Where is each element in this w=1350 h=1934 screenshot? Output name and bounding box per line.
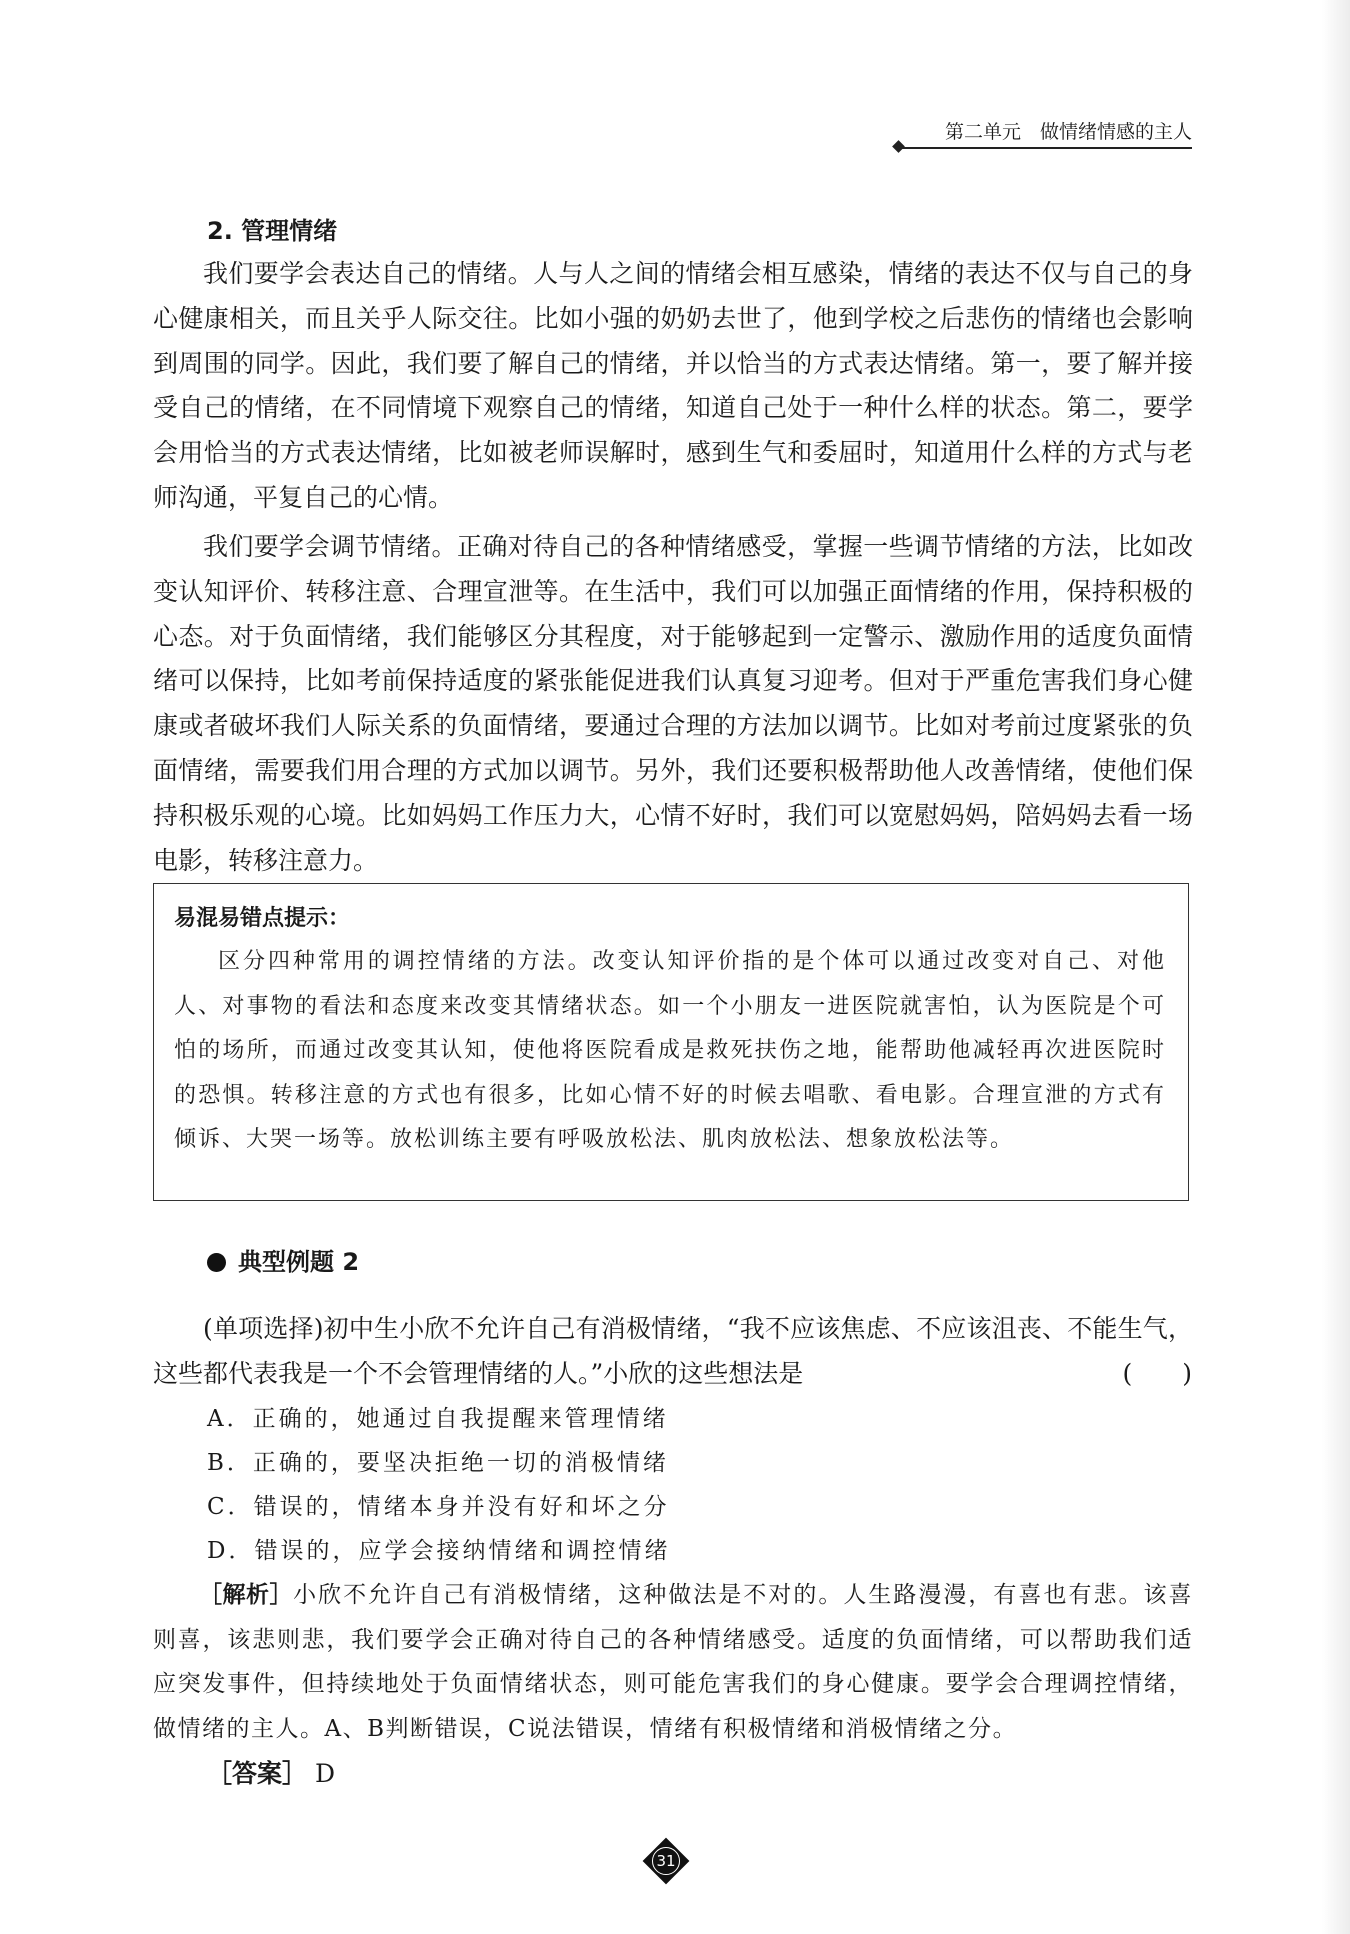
answer <box>207 1752 335 1796</box>
analysis-label: ［解析］ <box>199 1582 294 1608</box>
unit-header: 第二单元 做情绪情感的主人 <box>944 121 1192 143</box>
question-text: (单项选择)初中生小欣不允许自己有消极情绪，“我不应该焦虑、不应该沮丧、不能生气，这些都代表我是一个不会管理情绪的人。”小欣的这些想法是 <box>153 1314 1193 1388</box>
section-title: 2. 管理情绪 <box>207 217 338 245</box>
answer-label: ［答案］ <box>207 1759 308 1788</box>
option-d: D．错误的，应学会接纳情绪和调控情绪 <box>207 1538 671 1564</box>
answer-value: D <box>314 1759 336 1788</box>
paragraph-regulate-emotions: 我们要学会调节情绪。正确对待自己的各种情绪感受，掌握一些调节情绪的方法，比如改变认知评价、转移注意、合理宣泄等。在生活中，我们可以加强正面情绪的作用，保持积极的心态。对于负面情绪，我们能够区分其程度，对于能够起到一定警示、激励作用的适度负面情绪可以保持，比如考前保持适度的紧张能促进我们认真复习迎考。但对于严重危害我们身心健康或者破坏我们人际关系的负面情绪，要通过合理的方法加以调节。比如对考前过度紧张的负面情绪，需要我们用合理的方式加以调节。另外，我们还要积极帮助他人改善情绪，使他们保持积极乐观的心境。比如妈妈工作压力大，心情不好时，我们可以宽慰妈妈，陪妈妈去看一场电影，转移注意力。 <box>153 532 1193 875</box>
paragraph-express-emotions: 我们要学会表达自己的情绪。人与人之间的情绪会相互感染，情绪的表达不仅与自己的身心健康相关，而且关乎人际交往。比如小强的奶奶去世了，他到学校之后悲伤的情绪也会影响到周围的同学。因此，我们要了解自己的情绪，并以恰当的方式表达情绪。第一，要了解并接受自己的情绪，在不同情境下观察自己的情绪，知道自己处于一种什么样的状态。第二，要学会用恰当的方式表达情绪，比如被老师误解时，感到生气和委屈时，知道用什么样的方式与老师沟通，平复自己的心情。 <box>153 259 1193 512</box>
option-a: A．正确的，她通过自我提醒来管理情绪 <box>207 1406 669 1432</box>
option-c: C．错误的，情绪本身并没有好和坏之分 <box>207 1494 670 1520</box>
bullet-dot-icon <box>207 1253 226 1272</box>
example-heading <box>207 1245 359 1279</box>
header-rule <box>900 147 1192 149</box>
page-number: 31 <box>656 1852 676 1870</box>
answer-bracket: ( ) <box>1122 1359 1192 1388</box>
page-edge-shadow <box>1322 0 1350 1934</box>
option-b: B．正确的，要坚决拒绝一切的消极情绪 <box>207 1450 669 1476</box>
analysis-text: 小欣不允许自己有消极情绪，这种做法是不对的。人生路漫漫，有喜也有悲。该喜则喜，该悲则悲，我们要学会正确对待自己的各种情绪感受。适度的负面情绪，可以帮助我们适应突发事件，但持续地处于负面情绪状态，则可能危害我们的身心健康。要学会合理调控情绪，做情绪的主人。A、B判断错误，C说法错误，情绪有积极情绪和消极情绪之分。 <box>153 1582 1194 1742</box>
tip-title: 易混易错点提示： <box>174 906 351 931</box>
example-heading-text: 典型例题 2 <box>238 1248 360 1276</box>
page-number-badge <box>643 1838 689 1884</box>
tip-text: 区分四种常用的调控情绪的方法。改变认知评价指的是个体可以通过改变对自己、对他人、对事物的看法和态度来改变其情绪状态。如一个小朋友一进医院就害怕，认为医院是个可怕的场所，而通过改变其认知，使他将医院看成是救死扶伤之地，能帮助他减轻再次进医院时的恐惧。转移注意的方式也有很多，比如心情不好的时候去唱歌、看电影。合理宣泄的方式有倾诉、大哭一场等。放松训练主要有呼吸放松法、肌肉放松法、想象放松法等。 <box>174 949 1166 1152</box>
analysis <box>153 1573 1193 1751</box>
tip-box <box>153 883 1189 1201</box>
